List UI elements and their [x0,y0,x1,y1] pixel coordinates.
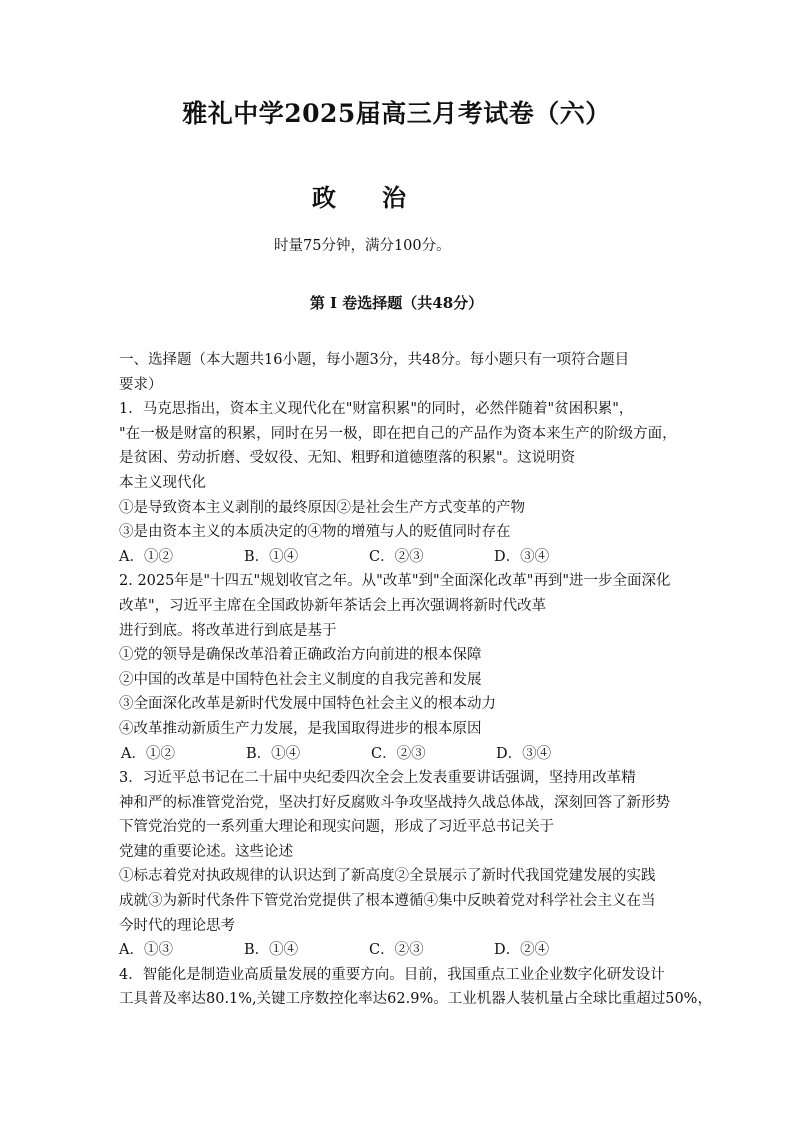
answer-option: C．②③ [369,548,424,565]
answer-option: D．③④ [496,745,552,762]
answer-option: C．②③ [371,745,426,762]
text-line: 2. 2025年是"十四五"规划收官之年。从"改革"到"全面深化改革"再到"进一步全面深化 [119,573,671,590]
text-line: 一、选择题（本大题共16小题，每小题3分，共48分。每小题只有一项符合题目 [119,352,630,368]
answer-option: A．①③ [119,942,173,959]
text-line: ④改革推动新质生产力发展，是我国取得进步的根本原因 [119,720,482,737]
text-line: ①标志着党对执政规律的认识达到了新高度②全景展示了新时代我国党建发展的实践 [119,868,656,885]
answer-option: D．②④ [494,942,550,959]
exam-title: 雅礼中学2025届高三月考试卷（六） [182,99,611,128]
text-line: ①是导致资本主义剥削的最终原因②是社会生产方式变革的产物 [119,499,525,516]
answer-option: B．①④ [246,745,301,762]
text-line: ②中国的改革是中国特色社会主义制度的自我完善和发展 [119,671,482,688]
text-line: 3．习近平总书记在二十届中央纪委四次全会上发表重要讲话强调，坚持用改革精 [119,770,636,787]
answer-options [119,742,689,767]
subject-char-2: 治 [382,183,406,212]
text-line: 要求） [119,376,163,393]
text-line: 今时代的理论思考 [119,917,235,934]
text-line: 神和严的标准管党治党，坚决打好反腐败斗争攻坚战持久战总体战，深刻回答了新形势 [119,794,670,811]
answer-option: D．③④ [494,548,550,565]
text-line: 改革"，习近平主席在全国政协新年茶话会上再次强调将新时代改革 [119,597,547,614]
answer-options [119,545,689,570]
exam-timing: 时量75分钟，满分100分。 [274,238,451,254]
text-line: 4．智能化是制造业高质量发展的重要方向。目前，我国重点工业企业数字化研发设计 [119,966,665,983]
subject-heading [312,178,406,213]
text-line: ③全面深化改革是新时代发展中国特色社会主义的根本动力 [119,696,496,713]
text-line: 1．马克思指出，资本主义现代化在"财富积累"的同时，必然伴随着"贫困积累"， [119,401,634,418]
answer-options [119,938,689,963]
question-body [119,348,712,1012]
answer-option: C．②③ [369,942,424,959]
text-line: 下管党治党的一系列重大理论和现实问题，形成了习近平总书记关于 [119,819,554,836]
text-line: 党建的重要论述。这些论述 [119,843,293,860]
text-line: 进行到底。将改革进行到底是基于 [119,622,337,639]
answer-option: B．①④ [244,548,299,565]
subject-char-1: 政 [312,183,336,212]
text-line: ①党的领导是确保改革沿着正确政治方向前进的根本保障 [119,647,482,664]
answer-option: A．①② [119,548,173,565]
text-line: 是贫困、劳动折磨、受奴役、无知、粗野和道德堕落的积累"。这说明资 [119,450,576,467]
text-line: "在一极是财富的积累，同时在另一极，即在把自己的产品作为资本来生产的阶级方面， [119,425,677,442]
text-line: 成就③为新时代条件下管党治党提供了根本遵循④集中反映着党对科学社会主义在当 [119,893,656,910]
text-line: 本主义现代化 [119,474,206,491]
section-title: 第 I 卷选择题（共48分） [309,294,484,312]
answer-option: B．①④ [244,942,299,959]
text-line: 工具普及率达80.1%,关键工序数控化率达62.9%。工业机器人装机量占全球比重超过50%， [119,991,712,1008]
answer-option: A．①② [121,745,175,762]
text-line: ③是由资本主义的本质决定的④物的增殖与人的贬值同时存在 [119,524,511,541]
